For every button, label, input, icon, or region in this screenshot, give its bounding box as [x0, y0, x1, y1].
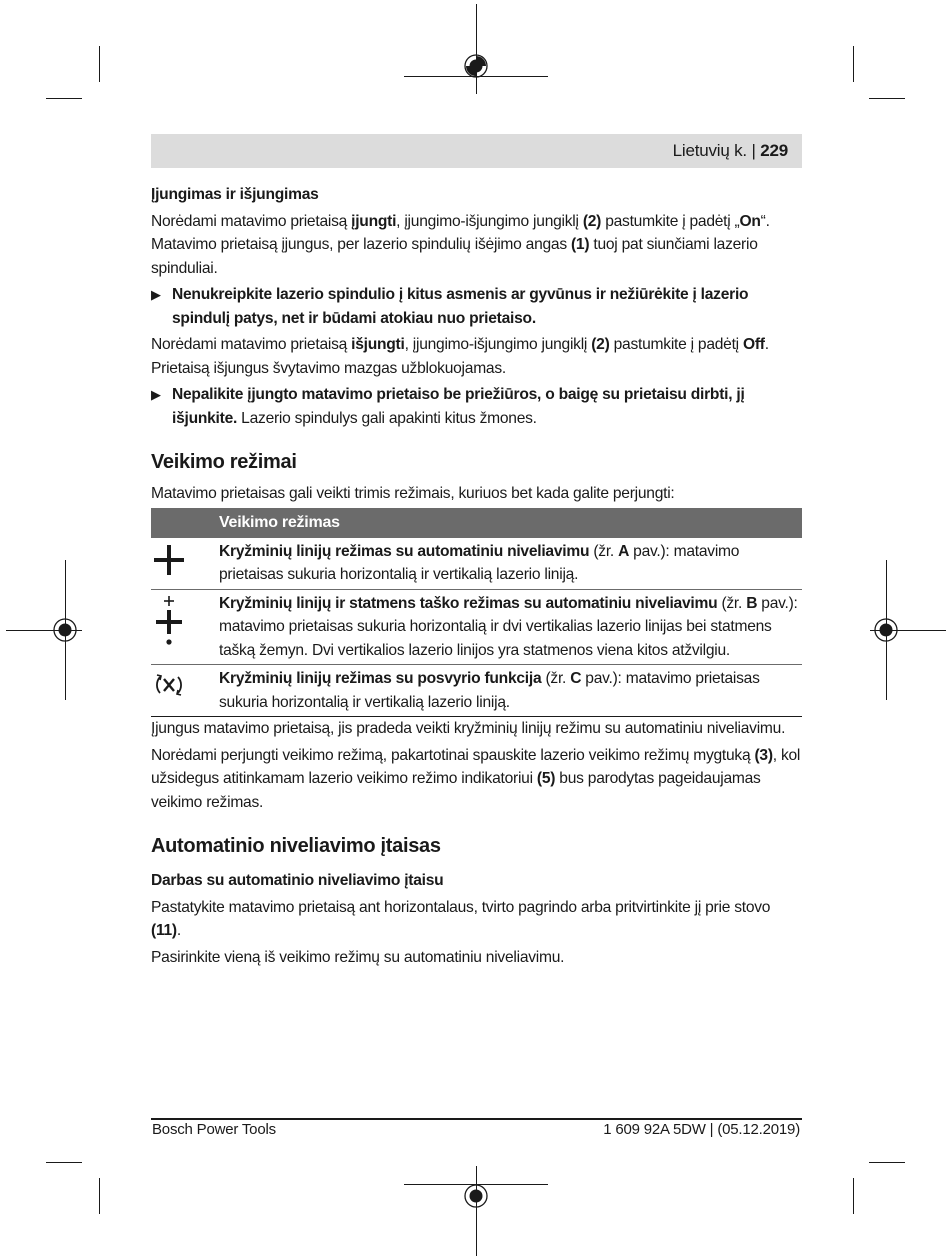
paragraph: Norėdami perjungti veikimo režimą, pakartotinai spauskite lazerio veikimo režimų mygtuką (3), kol užsidegus atitinkamam lazerio veikimo režimo indikatoriui (5) bus parodytas pageidaujamas veikimo režimas. — [151, 746, 801, 811]
crop-mark — [476, 4, 477, 94]
tilt-mode-icon — [152, 669, 186, 701]
footer-document-id: 1 609 92A 5DW | (05.12.2019) — [603, 1121, 800, 1138]
subsection-heading: Darbas su automatinio niveliavimo įtaisu — [151, 872, 444, 889]
crop-mark — [99, 1178, 100, 1214]
warning-item: ▶ Nepalikite įjungto matavimo prietaiso be priežiūros, o baigę su prietaisu dirbti, jį išjunkite. Lazerio spindulys gali apakinti kitus žmones. — [151, 383, 802, 430]
paragraph: Pastatykite matavimo prietaisą ant horizontalaus, tvirto pagrindo arba pritvirtinkite jį prie stovo (11). — [151, 898, 771, 939]
crop-mark — [476, 1166, 477, 1256]
bullet-triangle-icon: ▶ — [151, 387, 161, 402]
crop-mark — [46, 1162, 82, 1163]
crop-mark — [869, 1162, 905, 1163]
page-content — [151, 183, 802, 969]
paragraph: Norėdami matavimo prietaisą įjungti, įjungimo-išjungimo jungiklį (2) pastumkite į padėtį „On“. Matavimo prietaisą įjungus, per lazerio spindulių išėjimo angas (1) tuoj pat siunčiami lazerio spinduliai. — [151, 212, 770, 277]
paragraph: Norėdami matavimo prietaisą išjungti, įjungimo-išjungimo jungiklį (2) pastumkite į padėtį Off. Prietaisą išjungus švytavimo mazgas užblokuojamas. — [151, 336, 769, 377]
table-row: Kryžminių linijų režimas su automatiniu niveliavimu (žr. A pav.): matavimo prietaisas sukuria horizontalią ir vertikalią lazerio liniją. — [151, 538, 802, 590]
paragraph: Pasirinkite vieną iš veikimo režimų su automatiniu niveliavimu. — [151, 948, 565, 966]
paragraph: Įjungus matavimo prietaisą, jis pradeda veikti kryžminių linijų režimu su automatiniu niveliavimu. — [151, 720, 786, 737]
crop-mark — [46, 98, 82, 99]
crop-mark — [853, 1178, 854, 1214]
registration-mark-icon — [873, 617, 899, 643]
crop-mark — [853, 46, 854, 82]
table-header-cell — [151, 508, 219, 538]
footer-publisher: Bosch Power Tools — [152, 1121, 276, 1138]
bullet-triangle-icon: ▶ — [151, 287, 161, 302]
page-number: 229 — [760, 141, 788, 160]
paragraph: Matavimo prietaisas gali veikti trimis režimais, kuriuos bet kada galite perjungti: — [151, 485, 675, 502]
table-row: Kryžminių linijų ir statmens taško režimas su automatiniu niveliavimu (žr. B pav.): matavimo prietaisas sukuria horizontalią ir dvi vertikalias lazerio linijas bei statmens tašką žemyn. Dvi vertikalios lazerio linijos yra statmenos viena kitos atžvilgiu. — [151, 589, 802, 665]
page-header — [151, 134, 802, 168]
registration-mark-icon — [463, 53, 489, 79]
table-header-cell: Veikimo režimas — [219, 508, 802, 538]
section-heading: Automatinio niveliavimo įtaisas — [151, 835, 441, 857]
section-heading: Įjungimas ir išjungimas — [151, 186, 319, 203]
crop-mark — [99, 46, 100, 82]
modes-table — [151, 508, 802, 718]
header-section: Lietuvių k. | — [672, 141, 756, 160]
crop-mark — [869, 98, 905, 99]
cross-lines-plumb-icon — [152, 594, 186, 650]
table-row: Kryžminių linijų režimas su posvyrio funkcija (žr. C pav.): matavimo prietaisas sukuria horizontalią ir vertikalią lazerio liniją. — [151, 665, 802, 717]
registration-mark-icon — [52, 617, 78, 643]
registration-mark-icon — [463, 1183, 489, 1209]
section-heading: Veikimo režimai — [151, 451, 297, 473]
cross-lines-icon — [152, 543, 186, 579]
warning-item: ▶ Nenukreipkite lazerio spindulio į kitus asmenis ar gyvūnus ir nežiūrėkite į lazerio spindulį patys, net ir būdami atokiau nuo prietaiso. — [151, 283, 802, 330]
